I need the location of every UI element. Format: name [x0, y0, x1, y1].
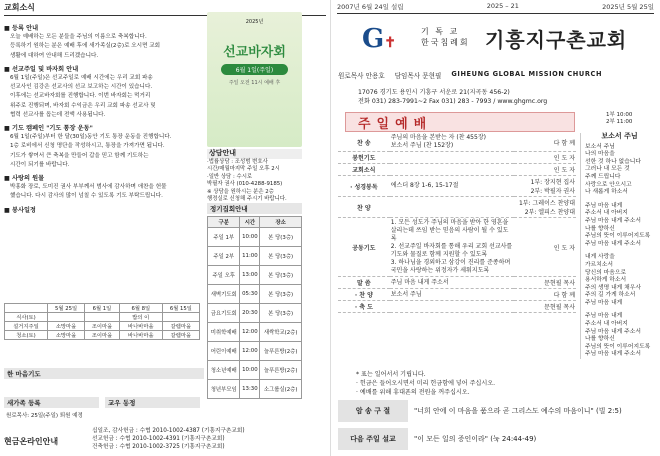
order-content — [390, 164, 514, 176]
divider — [337, 13, 654, 14]
lyric-line: 주님 마음 내게 — [585, 313, 623, 320]
table-row — [208, 285, 302, 304]
lyric-line: 주님의 뜻이 이루어지도록 — [585, 233, 651, 240]
lyric-line: 주님 마음 내게 주소서 — [585, 240, 641, 247]
order-leader: 문현필 목사 — [514, 301, 576, 313]
lyric-line: 보소서 주님 — [585, 143, 615, 150]
order-label: 찬 송 — [338, 133, 390, 152]
poster-year: 2025년 — [245, 19, 264, 25]
lyric-line: 당신의 마음으로 — [585, 269, 627, 276]
meeting-cell: 미취학예배 — [208, 323, 240, 342]
table-row — [338, 152, 576, 164]
lyric-line: 주소서 내 아버지 — [585, 321, 628, 328]
counsel-line: 행정실로 신청해 주시기 바랍니다. — [207, 196, 287, 202]
duty-cell — [47, 313, 84, 322]
meeting-cell: 본 당(3층) — [260, 266, 302, 285]
counsel-line: ※ 상담을 원하시는 분은 2층 — [207, 188, 274, 195]
duty-cell: 조이마을 — [85, 331, 120, 340]
address-line: 17076 경기도 용인시 기흥구 서운로 21(지곡동 456-2) — [358, 89, 510, 96]
news-title: 교회소식 — [4, 3, 35, 12]
order-label: 공동기도 — [338, 218, 390, 277]
verse-text: "너희 안에 이 마음을 품으라 곧 그리스도 예수의 마음이니" (빌 2:5) — [414, 407, 622, 415]
duty-cell: 설거지주일 — [5, 322, 48, 331]
meeting-cell: 청소년예배 — [208, 361, 240, 380]
meeting-cell: 11:00 — [240, 247, 260, 266]
duty-cell — [162, 313, 199, 322]
order-label: · 축 도 — [338, 301, 390, 313]
table-row — [338, 164, 576, 176]
table-row — [338, 218, 576, 277]
order-leader: 인 도 자 — [514, 152, 576, 164]
contact-line: 전화 031) 283-7991~2 Fax 031) 283 - 7993 / www.ghgmc.org — [358, 97, 548, 105]
duty-header: 6월 15일 — [162, 304, 199, 313]
order-leader: 1부: 장지현 집사 2부: 박필자 권사 — [514, 176, 576, 197]
lyric-line: 용서하게 하소서 — [585, 277, 627, 284]
meeting-header: 장소 — [260, 217, 302, 228]
founded-date: 2007년 6월 24일 설립 — [337, 3, 404, 11]
meeting-cell: 본 당(3층) — [260, 285, 302, 304]
duty-cell: 밥의 이 — [119, 313, 162, 322]
news-line: 등록하기 원하는 분은 예배 후에 새가족실(2층)로 오시면 교회 — [10, 43, 161, 50]
hymn-title: 보소서 주님 — [601, 132, 638, 140]
meeting-cell: 늘푸른방(2층) — [260, 361, 302, 380]
news-line: 협력 선교사를 돕는데 전액 사용됩니다. — [10, 111, 106, 118]
lyric-line: 나를 향하신 — [585, 336, 615, 343]
lead-pastor: 담임목사 문현필 — [394, 72, 442, 80]
online-title: 현금온라인안내 — [4, 437, 59, 446]
note-line: · 예배를 위해 휴대폰의 전원을 꺼주십시오. — [356, 389, 470, 396]
order-label: · 찬 양 — [338, 289, 390, 301]
prayer-bar: 한 마음기도 — [4, 368, 204, 379]
order-leader: 문현필 목사 — [514, 277, 576, 289]
order-content: 주님 마음 내게 주소서 — [390, 277, 514, 289]
newcomer-bar: 새가족 등록 — [4, 397, 99, 408]
lyric-line: 주님 마음 내게 주소서 — [585, 351, 641, 358]
issue-number: 2025 – 21 — [486, 2, 519, 10]
news-heading: ■ 선교주일 및 바자회 안내 — [4, 65, 79, 73]
meeting-cell: 본 당(3층) — [260, 304, 302, 323]
duty-header: 6월 1일 — [85, 304, 120, 313]
counsel-box — [207, 149, 302, 204]
table-row — [338, 301, 576, 313]
lyrics-lines — [585, 144, 654, 359]
lyric-line: 나 새롭게 하소서 — [585, 189, 628, 196]
counsel-lines — [207, 159, 302, 204]
account-line: 십일조, 감사헌금 : 수협 2010-1002-4387 (기흥지구촌교회) — [92, 428, 245, 434]
bulletin-date: 2025년 5월 25일 — [602, 3, 654, 11]
lyric-line: 주의 길 가게 하소서 — [585, 292, 636, 299]
order-leader: 다 함 께 — [514, 289, 576, 301]
table-row — [5, 313, 200, 322]
meeting-cell: 본 당(3층) — [260, 228, 302, 247]
table-row — [338, 277, 576, 289]
table-row — [208, 361, 302, 380]
counsel-line: ·법률상담 : 조성범 변호사 — [207, 158, 268, 165]
table-row — [208, 323, 302, 342]
duty-cell: 식사(토) — [5, 313, 48, 322]
duty-cell: 소망마을 — [47, 322, 84, 331]
news-heading: ■ 등록 안내 — [4, 25, 39, 32]
account-line: 선교헌금 : 수협 2010-1002-4391 (기흥지구촌교회) — [92, 436, 225, 442]
next-sermon-label: 다음 주일 설교 — [338, 428, 408, 450]
table-row — [208, 228, 302, 247]
meeting-cell: 소그룹실(2층) — [260, 380, 302, 399]
table-row — [208, 380, 302, 399]
duty-header: 5월 25일 — [47, 304, 84, 313]
news-line: 생활에 대하여 안내해 드리겠습니다. — [10, 52, 99, 59]
poster-date: 6월 1일(주일) — [221, 64, 288, 75]
verse-label: 암 송 구 절 — [338, 400, 408, 422]
lyric-line: 주님 마음 내게 — [585, 202, 623, 209]
address — [358, 89, 547, 106]
order-label: 교회소식 — [338, 164, 390, 176]
table-row — [338, 289, 576, 301]
bulletin-header — [337, 2, 654, 11]
order-content: 에스더 8장 1-6, 15-17절 — [390, 176, 514, 197]
table-row — [208, 304, 302, 323]
order-content: 1. 모든 성도가 주님의 마음을 받아 한 영혼을 살리는데 쓰임 받는 믿음의 사람이 될 수 있도록 2. 선교주일 바자회를 통해 우리 교회 선교사를 기도와 물질로 함께 지원할 수 있도록 3. 하나님을 경외하고 삼강이 진리를 준종하며 국민을 사랑하는 위정자가 세워지도록 — [390, 218, 514, 277]
order-leader: 인 도 자 — [514, 218, 576, 277]
table-row — [338, 176, 576, 197]
meeting-cell: 13:30 — [240, 380, 260, 399]
meeting-cell: 금요기도회 — [208, 304, 240, 323]
service-time-2: 2부 11:00 — [606, 119, 633, 125]
lyric-line: 가르치소서 — [585, 261, 613, 268]
bazaar-poster — [207, 12, 302, 147]
news-line: 시간이 되기를 바랍니다. — [10, 161, 70, 168]
duty-cell: 바나바마을 — [119, 322, 162, 331]
meeting-cell: 12:00 — [240, 342, 260, 361]
meeting-cell: 어린이예배 — [208, 342, 240, 361]
worship-title: 주일예배 — [345, 112, 575, 132]
duty-cell: 바나바마을 — [119, 331, 162, 340]
order-label: 찬 양 — [338, 197, 390, 218]
table-row — [208, 266, 302, 285]
staff-line — [338, 70, 656, 80]
news-line: 오늘 예배하는 모든 분들을 주님의 이름으로 축복합니다. — [10, 34, 147, 41]
news-line: 위주로 진행되며, 바자회 수익금은 우리 교회 파송 선교사 및 — [10, 102, 156, 109]
lyric-line: 주님 마음 내게 — [585, 299, 623, 306]
order-leader: 인 도 자 — [514, 164, 576, 176]
meeting-cell: 05:30 — [240, 285, 260, 304]
counsel-line: ·일반 상담 : 수시로 — [207, 173, 253, 180]
lyric-line: 그러나 내 모든 것 — [585, 166, 630, 173]
meeting-cell: 청년부모임 — [208, 380, 240, 399]
order-content — [390, 152, 514, 164]
worship-order — [338, 133, 576, 313]
order-label: 봉헌기도 — [338, 152, 390, 164]
duty-cell — [85, 313, 120, 322]
note-line: · 헌금은 들어오시면서 미리 헌금함에 넣어 주십시오. — [356, 380, 496, 387]
lyric-line: 나를 향하신 — [585, 225, 615, 232]
news-line: 기도가 쌓여서 큰 축복을 만들어 갑을 믿고 함께 기도하는 — [10, 152, 149, 159]
meeting-cell: 13:00 — [240, 266, 260, 285]
news-line: 했습니다. 다시 감사의 많이 넘칠 수 있도록 기도 부탁드립니다. — [10, 193, 163, 200]
news-line: 6월 1일(주일)은 선교주일로 예배 시간에는 우리 교회 파송 — [10, 75, 153, 82]
meeting-cell: 10:00 — [240, 361, 260, 380]
order-leader: 다 함 께 — [514, 133, 576, 152]
meeting-cell: 늘푸른방(2층) — [260, 342, 302, 361]
poster-title: 선교바자회 — [223, 45, 286, 60]
lyric-line: 주님의 뜻이 이루어지도록 — [585, 343, 651, 350]
duty-table — [4, 303, 200, 340]
duty-cell: 소망마을 — [47, 331, 84, 340]
news-line: 박홍화 장로, 도미진 권사 부부께서 범사에 감사하며 애찬을 헌물 — [10, 184, 167, 191]
news-heading: ■ 기도 캠페인 "기도 통장 운동" — [4, 125, 93, 133]
church-english: GIHEUNG GLOBAL MISSION CHURCH — [451, 70, 603, 78]
counsel-title: 상담안내 — [207, 149, 302, 159]
visit-note: 원로목사: 25일(주일) 퇴원 예정 — [6, 413, 83, 419]
poster-sub: 주일 오전 11시 예배 후 — [228, 80, 281, 86]
news-heading: ■ 사랑의 원물 — [4, 175, 45, 183]
meeting-cell: 새싹학교(2층) — [260, 323, 302, 342]
table-row — [338, 197, 576, 218]
news-line: 선교사인 김강은 선교사의 선교 보고하는 시간이 있습니다. — [10, 84, 153, 91]
lyric-line: 선한 것 하나 없습니다 — [585, 158, 641, 165]
account-list — [92, 427, 245, 451]
order-label: · 성경봉독 — [338, 176, 390, 197]
order-content: 보소서 주님 — [390, 289, 514, 301]
account-line: 건축헌금 : 수협 2010-1002-3725 (기흥지구촌교회) — [92, 444, 225, 450]
meeting-cell: 10:00 — [240, 228, 260, 247]
meeting-header: 구분 — [208, 217, 240, 228]
lyric-line: 주소서 내 아버지 — [585, 210, 628, 217]
table-row — [338, 133, 576, 152]
next-sermon-text: "이 모든 일의 증인이라" (눅 24:44-49) — [414, 435, 537, 443]
table-row — [208, 247, 302, 266]
news-list — [4, 20, 204, 215]
meeting-cell: 12:00 — [240, 323, 260, 342]
counsel-line: 박필자 권사 (010-4288-9185) — [207, 181, 283, 187]
worship-notes — [356, 370, 495, 397]
news-line: 6월 1일(주일)부터 한 달(30일)동안 기도 통장 운동을 진행합니다. — [10, 134, 172, 141]
table-row — [5, 322, 200, 331]
lyric-line: 주의 생명 내게 채우사 — [585, 284, 641, 291]
denomination — [421, 26, 470, 48]
duty-header: 6월 8일 — [119, 304, 162, 313]
duty-cell: 갈렙마을 — [162, 331, 199, 340]
senior-pastor: 원로목사 안용호 — [338, 72, 385, 80]
meeting-cell: 주일 오후 — [208, 266, 240, 285]
meeting-cell: 새벽기도회 — [208, 285, 240, 304]
service-time-1: 1부 10:00 — [606, 112, 633, 118]
duty-cell: 조이마을 — [85, 322, 120, 331]
news-line: 1층 로비에서 신청 명단을 작성하시고, 통장을 가져가면 됩니다. — [10, 143, 165, 150]
duty-cell: 청소(토) — [5, 331, 48, 340]
meeting-cell: 20:30 — [240, 304, 260, 323]
news-heading: ■ 봉사일정 — [4, 206, 36, 214]
lyric-line: 나의 마음을 — [585, 151, 615, 158]
meeting-cell: 본 당(3층) — [260, 247, 302, 266]
lyric-line: 내게 사랑을 — [585, 254, 615, 261]
church-logo-icon: G✝ — [362, 24, 396, 54]
note-line: * 표는 일어서서 기립니다. — [356, 371, 426, 378]
meeting-header: 시간 — [240, 217, 260, 228]
meeting-table — [207, 216, 302, 399]
order-content — [390, 301, 514, 313]
lyric-line: 사랑으로 안으시고 — [585, 181, 632, 188]
table-row — [208, 342, 302, 361]
table-row — [5, 331, 200, 340]
lyric-line: 주님 마음 내게 주소서 — [585, 217, 641, 224]
order-leader: 1부: 그레이스 찬양대 2부: 엘피스 찬양대 — [514, 197, 576, 218]
meeting-title: 정기집회안내 — [207, 203, 302, 214]
meeting-cell: 주일 2부 — [208, 247, 240, 266]
order-content — [390, 197, 514, 218]
lyric-line: 주께 드립니다 — [585, 173, 621, 180]
members-bar: 교우 동정 — [105, 397, 200, 408]
denomination-line2: 한국침례회 — [421, 38, 470, 47]
lyric-line: 주님 마음 내게 주소서 — [585, 328, 641, 335]
order-content: 주님의 마음을 본받는 자 (찬 455장) 보소서 주님 (찬 152장) — [390, 133, 514, 152]
duty-header — [5, 304, 48, 313]
church-name: 기흥지구촌교회 — [485, 28, 628, 52]
worship-times — [606, 112, 632, 126]
counsel-line: 시간/매월마지막 주일 오후 2시 — [207, 166, 280, 172]
meeting-cell: 주일 1부 — [208, 228, 240, 247]
order-label: 말 씀 — [338, 277, 390, 289]
denomination-line1: 기 독 교 — [421, 27, 460, 36]
duty-cell: 갈렙마을 — [162, 322, 199, 331]
hymn-lyrics — [580, 133, 654, 359]
news-line: 이후에는 선교바자회를 진행합니다. 이번 바자회는 먹거리 — [10, 93, 151, 100]
